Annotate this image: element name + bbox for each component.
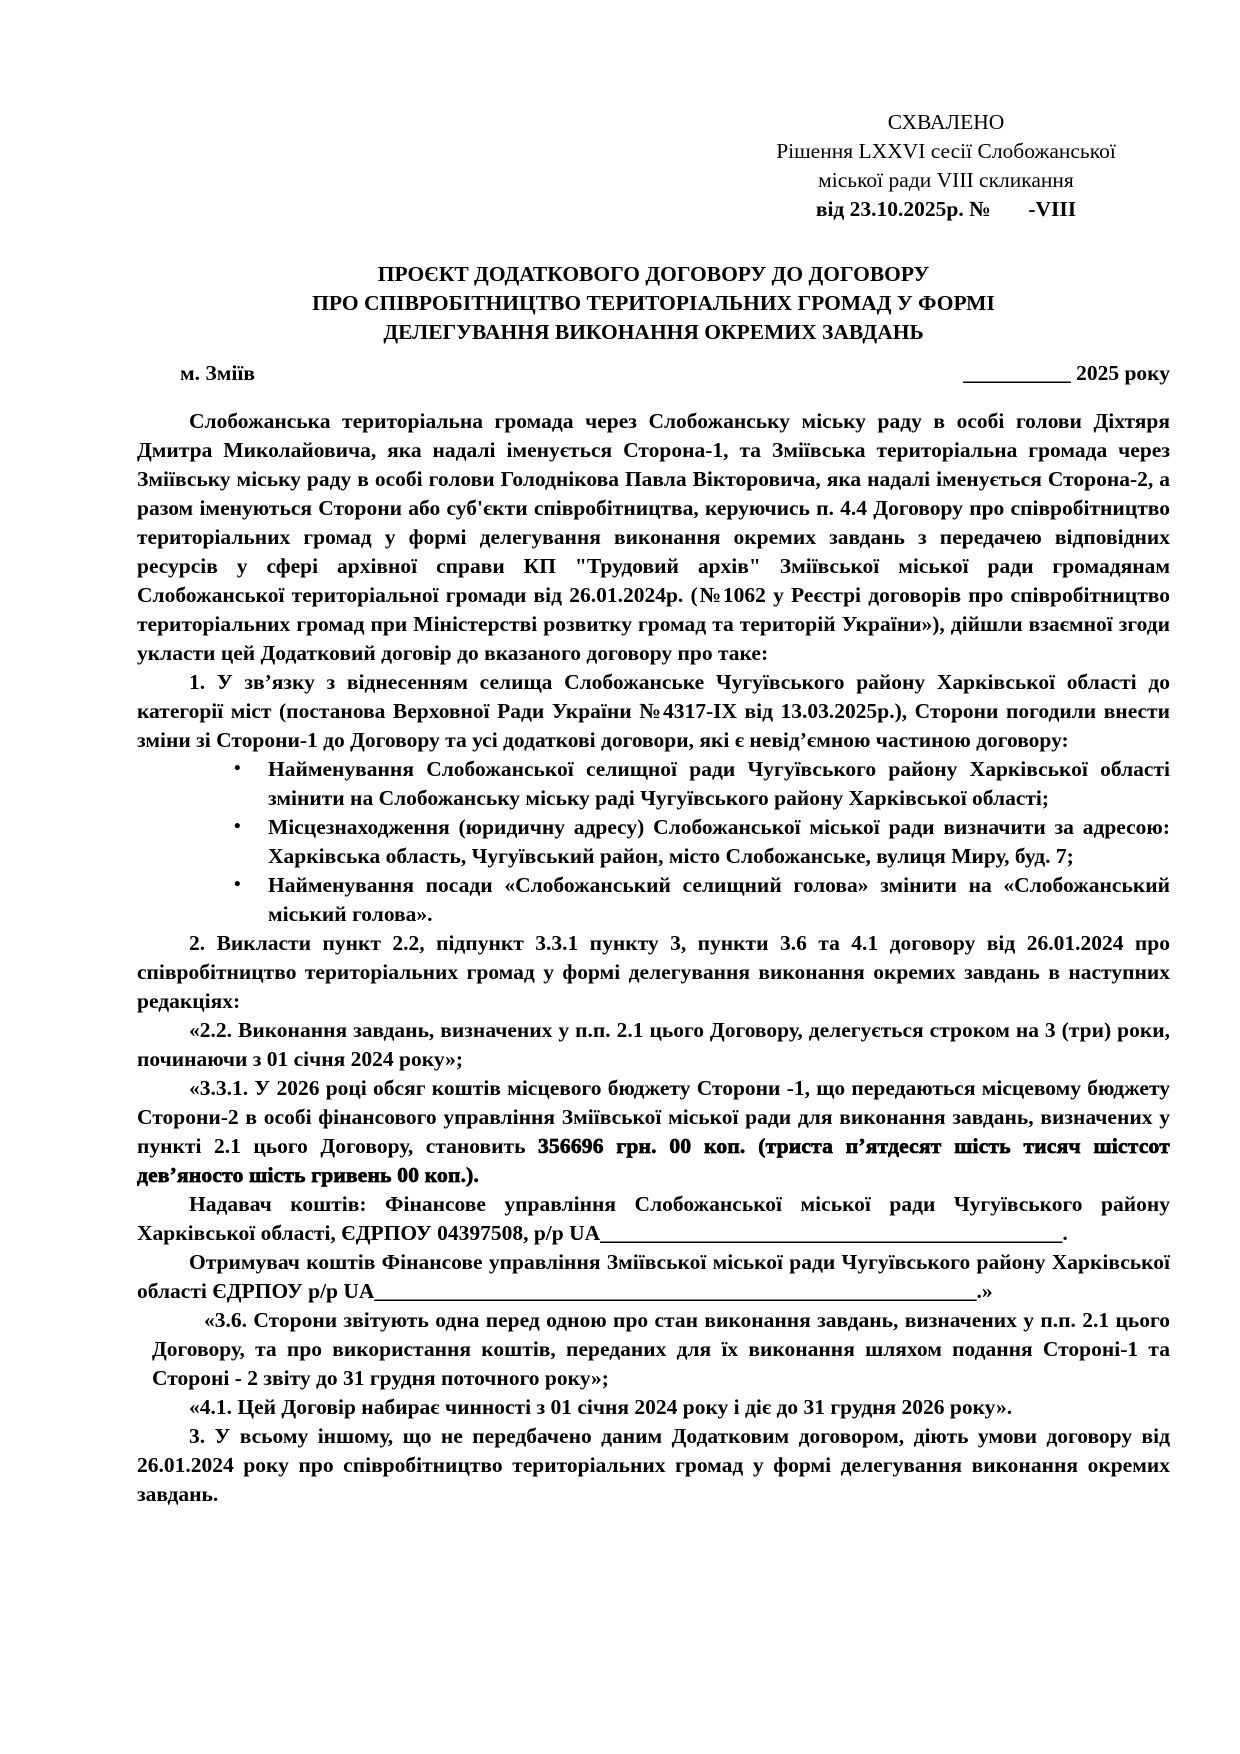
intro-paragraph: Слобожанська територіальна громада через Слобожанську міську раду в особі голови Діхтяря Дмитра Миколайовича, яка надалі іменується Сторона-1, та Зміївська територіальна громада через Зміївську міську раду в особі голови Голоднікова Павла Вікторовича, яка надалі іменується Сторона-2, а разом іменуються Сторони або суб'єкти співробітництва, керуючись п. 4.4 Договору про співробітництво територіальних громад у формі делегування виконання окремих завдань з передачею відповідних ресурсів у сфері архівної справи КП "Трудовий архів" Зміївської міської ради громадянам Слобожанської територіальної громади від 26.01.2024р. (№1062 у Реєстрі договорів про співробітництво територіальних громад при Міністерстві розвитку громад та територій України»), дійшли взаємної згоди укласти цей Додатковий договір до вказаного договору про таке: <box>137 409 1170 665</box>
title-line: ДЕЛЕГУВАННЯ ВИКОНАННЯ ОКРЕМИХ ЗАВДАНЬ <box>383 320 924 344</box>
place-date-row <box>137 359 1170 388</box>
clause-3-3-1-paragraph <box>137 1074 1170 1190</box>
approval-line: Рішення LXXVI сесії Слобожанської <box>776 139 1116 163</box>
list-item-text: Найменування Слобожанської селищної ради Чугуївського району Харківської області змінити на Слобожанську міську раді Чугуївського району Харківської області; <box>268 757 1170 810</box>
clause-2-2-paragraph: «2.2. Виконання завдань, визначених у п.п. 2.1 цього Договору, делегується строком на 3 (три) роки, починаючи з 01 січня 2024 року»; <box>137 1018 1170 1071</box>
list-item <box>234 813 1170 871</box>
funds-recipient-paragraph: Отримувач коштів Фінансове управління Зміївської міської ради Чугуївського району Харківської області ЄДРПОУ р/р UA________________________________________________________.» <box>137 1250 1170 1303</box>
title-line: ПРО СПІВРОБІТНИЦТВО ТЕРИТОРІАЛЬНИХ ГРОМАД У ФОРМІ <box>312 291 995 315</box>
clause-1-paragraph: 1. У зв’язку з віднесенням селища Слобожанське Чугуївського району Харківської області до категорії міст (постанова Верховної Ради України №4317-IX від 13.03.2025р.), Сторони погодили внести зміни зі Сторони-1 до Договору та усі додаткові договори, які є невід’ємною частиною договору: <box>137 670 1170 752</box>
title-line: ПРОЄКТ ДОДАТКОВОГО ДОГОВОРУ ДО ДОГОВОРУ <box>377 262 930 286</box>
approval-block <box>750 108 1142 224</box>
date-line <box>963 359 1170 388</box>
bullet-icon: • <box>234 758 241 779</box>
list-item <box>234 871 1170 929</box>
clause-3-3-1-text: «3.3.1. У 2026 році обсяг коштів місцевого бюджету Сторони -1, що передаються місцевому бюджету Сторони-2 в особі фінансового управління Зміївської міської ради для виконання завдань, визначених у пункті 2.1 цього Договору, становить <box>137 1076 1170 1158</box>
list-item-text: Місцезнаходження (юридичну адресу) Слобожанської міської ради визначити за адресою: Харківська область, Чугуївський район, місто Слобожанське, вулиця Миру, буд. 7; <box>268 815 1170 868</box>
document-title <box>137 260 1170 347</box>
list-item-text: Найменування посади «Слобожанський селищний голова» змінити на «Слобожанський міський голова». <box>268 873 1170 926</box>
approval-line: СХВАЛЕНО <box>887 110 1005 134</box>
clause-4-1-paragraph: «4.1. Цей Договір набирає чинності з 01 січня 2024 року і діє до 31 грудня 2026 року». <box>189 1395 1013 1419</box>
bullet-icon: • <box>234 874 241 895</box>
approval-date-line: від 23.10.2025р. № -VIII <box>815 197 1077 221</box>
amount-bold-text: 356696 грн. 00 коп. (триста п’ятдесят шість тисяч шістсот дев’яносто шість гривень 00 коп.). <box>137 1134 1170 1187</box>
bullet-icon: • <box>234 816 241 837</box>
place-name: м. Зміїв <box>180 361 255 385</box>
changes-list <box>137 755 1170 929</box>
clause-3-6-paragraph: «3.6. Сторони звітують одна перед одною про стан виконання завдань, визначених у п.п. 2.1 цього Договору, та про використання коштів, переданих для їх виконання шляхом подання Стороні-1 та Стороні - 2 звіту до 31 грудня поточного року»; <box>152 1308 1170 1390</box>
clause-2-paragraph: 2. Викласти пункт 2.2, підпункт 3.3.1 пункту 3, пункти 3.6 та 4.1 договору від 26.01.2024 про співробітництво територіальних громад у формі делегування виконання окремих завдань в наступних редакціях: <box>137 931 1170 1013</box>
date-year: 2025 року <box>1076 361 1170 385</box>
funds-provider-paragraph: Надавач коштів: Фінансове управління Слобожанської міської ради Чугуївського району Харківської області, ЄДРПОУ 04397508, р/р UA___________________________________________. <box>137 1192 1170 1245</box>
clause-3-paragraph: 3. У всьому іншому, що не передбачено даним Додатковим договором, діють умови договору від 26.01.2024 року про співробітництво територіальних громад у формі делегування виконання окремих завдань. <box>137 1424 1170 1506</box>
approval-line: міської ради VIII скликання <box>818 168 1074 192</box>
date-blank-line: __________ <box>963 361 1071 385</box>
list-item <box>234 755 1170 813</box>
